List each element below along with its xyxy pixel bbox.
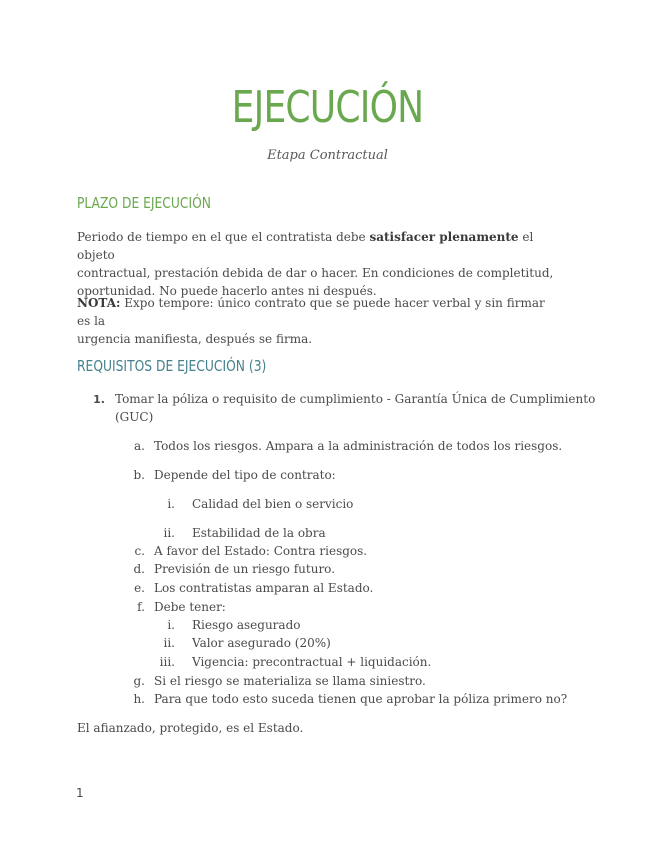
list-item-text: Para que todo esto suceda tienen que aprobar la póliza primero no? [154, 692, 568, 706]
list-item-text: Tomar la póliza o requisito de cumplimiento - Garantía Única de Cumplimiento [115, 392, 596, 406]
list-item-text: Todos los riesgos. Ampara a la administración de todos los riesgos. [154, 439, 563, 453]
list-item-text: Debe tener: [154, 600, 226, 614]
paragraph-note [77, 294, 557, 348]
page-number: 1 [76, 786, 84, 800]
list-marker: i. [167, 618, 175, 632]
list-marker: ii. [163, 636, 175, 650]
list-marker: d. [133, 562, 145, 576]
list-marker: iii. [159, 655, 175, 669]
paragraph-line: urgencia manifiesta, después se firma. [77, 332, 313, 346]
paragraph-text: Periodo de tiempo en el que el contratista debe [77, 230, 370, 244]
paragraph-text: Expo tempore: único contrato que se puede hacer verbal y sin firmar es la [77, 296, 545, 328]
note-label: NOTA: [77, 296, 121, 310]
list-marker: a. [134, 439, 145, 453]
list-marker: h. [133, 692, 145, 706]
paragraph-line [77, 294, 557, 330]
paragraph-line: oportunidad. No puede hacerlo antes ni después. [77, 284, 377, 298]
page-title: EJECUCIÓN [231, 82, 424, 133]
list-marker: ii. [163, 526, 175, 540]
list-marker: g. [133, 674, 145, 688]
list-marker: e. [134, 581, 145, 595]
list-item-text: (GUC) [115, 410, 154, 424]
bold-text: satisfacer plenamente [369, 230, 519, 244]
list-item-text: A favor del Estado: Contra riesgos. [154, 544, 368, 558]
list-item-text: Calidad del bien o servicio [192, 497, 354, 511]
list-marker: i. [167, 497, 175, 511]
list-marker: f. [137, 600, 145, 614]
paragraph-text: el objeto [77, 230, 534, 262]
list-item-text: Riesgo asegurado [192, 618, 301, 632]
closing-paragraph: El afianzado, protegido, es el Estado. [77, 721, 304, 735]
paragraph-line [77, 228, 557, 264]
list-marker: c. [134, 544, 145, 558]
list-marker: 1. [93, 393, 105, 406]
paragraph-plazo [77, 228, 557, 300]
page-subtitle: Etapa Contractual [267, 148, 388, 163]
list-marker: b. [133, 468, 145, 482]
list-item-text: Los contratistas amparan al Estado. [154, 581, 374, 595]
list-item-text: Depende del tipo de contrato: [154, 468, 336, 482]
list-item-text: Previsión de un riesgo futuro. [154, 562, 336, 576]
paragraph-line: contractual, prestación debida de dar o hacer. En condiciones de completitud, [77, 266, 554, 280]
list-item-text: Si el riesgo se materializa se llama siniestro. [154, 674, 426, 688]
section-heading-plazo: PLAZO DE EJECUCIÓN [77, 194, 212, 212]
section-heading-requisitos: REQUISITOS DE EJECUCIÓN (3) [77, 357, 267, 375]
list-item-text: Vigencia: precontractual + liquidación. [192, 655, 432, 669]
list-item-text: Estabilidad de la obra [192, 526, 326, 540]
list-item-text: Valor asegurado (20%) [192, 636, 331, 650]
